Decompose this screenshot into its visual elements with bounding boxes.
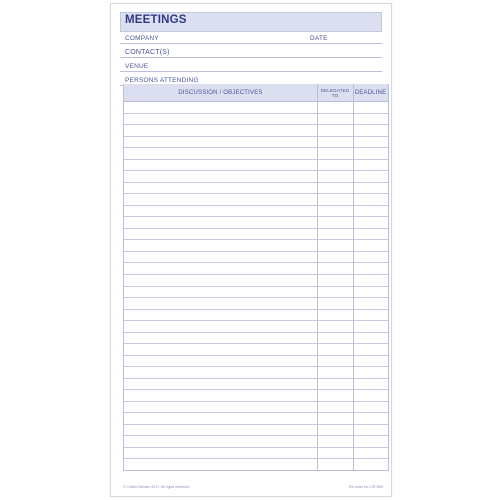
discussion-table	[123, 84, 389, 471]
table-row	[124, 124, 388, 125]
table-row	[124, 435, 388, 436]
table-row	[124, 147, 388, 148]
table-row	[124, 286, 388, 287]
company-label: COMPANY	[125, 35, 159, 42]
contacts-field	[120, 44, 382, 58]
discussion-header: DISCUSSION / OBJECTIVES	[178, 89, 263, 96]
table-row	[124, 458, 388, 459]
table-row	[124, 366, 388, 367]
reorder-footer: Re-order No. DR-RIM	[349, 485, 383, 489]
table-row	[124, 332, 388, 333]
table-row	[124, 447, 388, 448]
table-row	[124, 378, 388, 379]
contacts-label: CONTACT(S)	[125, 49, 170, 56]
deadline-header: DEADLINE	[354, 89, 387, 96]
table-row	[124, 228, 388, 229]
table-row	[124, 239, 388, 240]
table-row	[124, 251, 388, 252]
table-row	[124, 401, 388, 402]
table-header	[124, 84, 388, 102]
table-row	[124, 412, 388, 413]
form-title: MEETINGS	[125, 14, 187, 26]
table-row	[124, 113, 388, 114]
table-row	[124, 274, 388, 275]
venue-label: VENUE	[125, 63, 149, 70]
copyright-footer: © Collins Debden 2017. All rights reserved.	[123, 485, 190, 489]
table-row	[124, 424, 388, 425]
delegated-header	[317, 84, 353, 101]
meetings-form-sheet	[110, 3, 392, 497]
table-row	[124, 355, 388, 356]
table-row	[124, 136, 388, 137]
venue-field	[120, 58, 382, 72]
company-field	[120, 30, 382, 44]
form-title-bar	[120, 12, 382, 32]
persons-attending-label: PERSONS ATTENDING	[125, 77, 199, 84]
table-row	[124, 262, 388, 263]
table-row	[124, 320, 388, 321]
table-row	[124, 216, 388, 217]
table-row	[124, 193, 388, 194]
date-label: DATE	[310, 35, 328, 42]
table-row	[124, 343, 388, 344]
table-row	[124, 309, 388, 310]
table-row	[124, 170, 388, 171]
table-row	[124, 297, 388, 298]
delegated-header-line2: TO	[331, 92, 339, 98]
table-row	[124, 182, 388, 183]
table-row	[124, 205, 388, 206]
delegated-header-line1: DELEGATED	[320, 87, 350, 93]
table-row	[124, 389, 388, 390]
table-row	[124, 159, 388, 160]
